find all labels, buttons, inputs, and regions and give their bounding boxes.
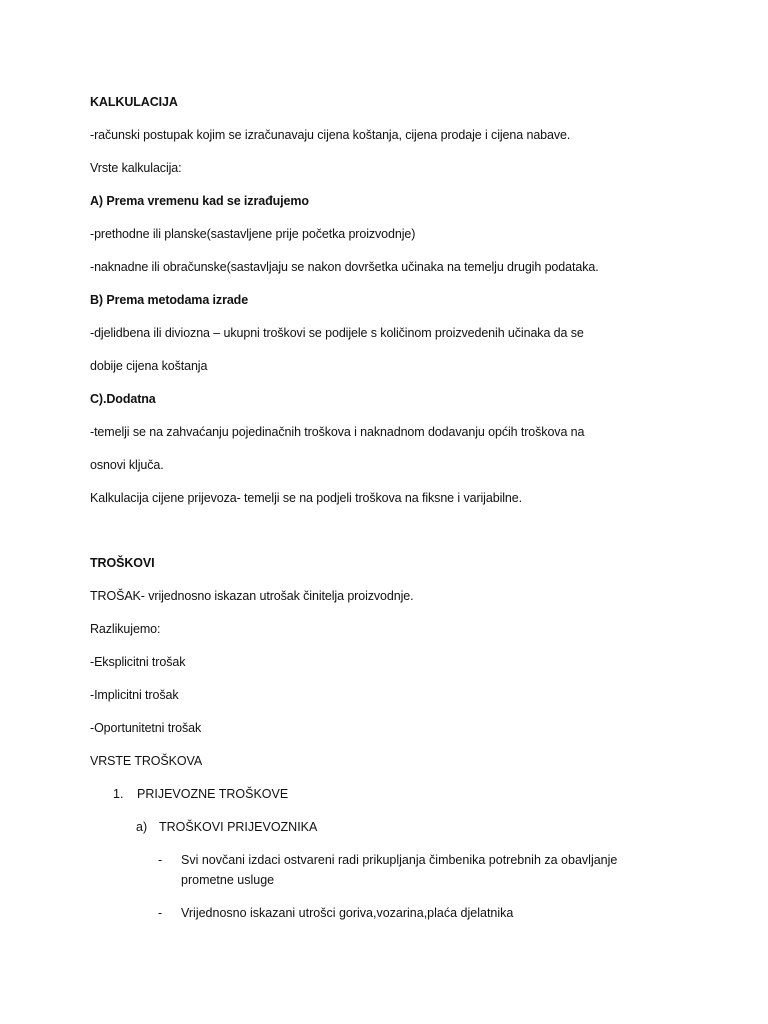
bullet-dash-2: - [158, 906, 163, 920]
cost-types-heading: VRSTE TROŠKOVA [90, 754, 203, 768]
list-number-1: 1. [113, 787, 124, 801]
cost-kind-explicit: -Eksplicitni trošak [90, 655, 186, 669]
sub-item-label: TROŠKOVI PRIJEVOZNIKA [159, 820, 318, 834]
distinguish-label: Razlikujemo: [90, 622, 161, 636]
cost-kind-opportunity: -Oportunitetni trošak [90, 721, 202, 735]
bullet-text-2: Vrijednosno iskazani utrošci goriva,vozarina,plaća djelatnika [181, 906, 514, 920]
troskovi-heading: TROŠKOVI [90, 556, 155, 570]
section-b-item-1-line-1: -djelidbena ili diviozna – ukupni troškovi se podijele s količinom proizvedenih učinaka da se [90, 326, 584, 340]
section-c-heading: C).Dodatna [90, 392, 156, 406]
section-c-item-1-line-1: -temelji se na zahvaćanju pojedinačnih troškova i naknadnom dodavanju općih troškova na [90, 425, 585, 439]
cost-kind-implicit: -Implicitni trošak [90, 688, 179, 702]
section-a-heading: A) Prema vremenu kad se izrađujemo [90, 194, 309, 208]
numbered-item-label: PRIJEVOZNE TROŠKOVE [137, 787, 289, 801]
section-a-item-1: -prethodne ili planske(sastavljene prije početka proizvodnje) [90, 227, 416, 241]
bullet-text-1: Svi novčani izdaci ostvareni radi prikupljanja čimbenika potrebnih za obavljanje prometne usluge [181, 853, 618, 887]
section-b-item-1-line-2: dobije cijena koštanja [90, 359, 208, 373]
list-letter-a: a) [136, 820, 148, 834]
section-c-item-1-line-2: osnovi ključa. [90, 458, 164, 472]
transport-calculation-note: Kalkulacija cijene prijevoza- temelji se na podjeli troškova na fiksne i varijabilne. [90, 491, 522, 505]
kalkulacija-definition: -računski postupak kojim se izračunavaju cijena koštanja, cijena prodaje i cijena nabave. [90, 128, 571, 142]
kalkulacija-types-label: Vrste kalkulacija: [90, 161, 182, 175]
section-b-heading: B) Prema metodama izrade [90, 293, 249, 307]
kalkulacija-heading: KALKULACIJA [90, 95, 178, 109]
bullet-dash-1: - [158, 853, 163, 867]
section-a-item-2: -naknadne ili obračunske(sastavljaju se nakon dovršetka učinaka na temelju drugih podataka. [90, 260, 599, 274]
trosak-definition: TROŠAK- vrijednosno iskazan utrošak činitelja proizvodnje. [90, 589, 414, 603]
